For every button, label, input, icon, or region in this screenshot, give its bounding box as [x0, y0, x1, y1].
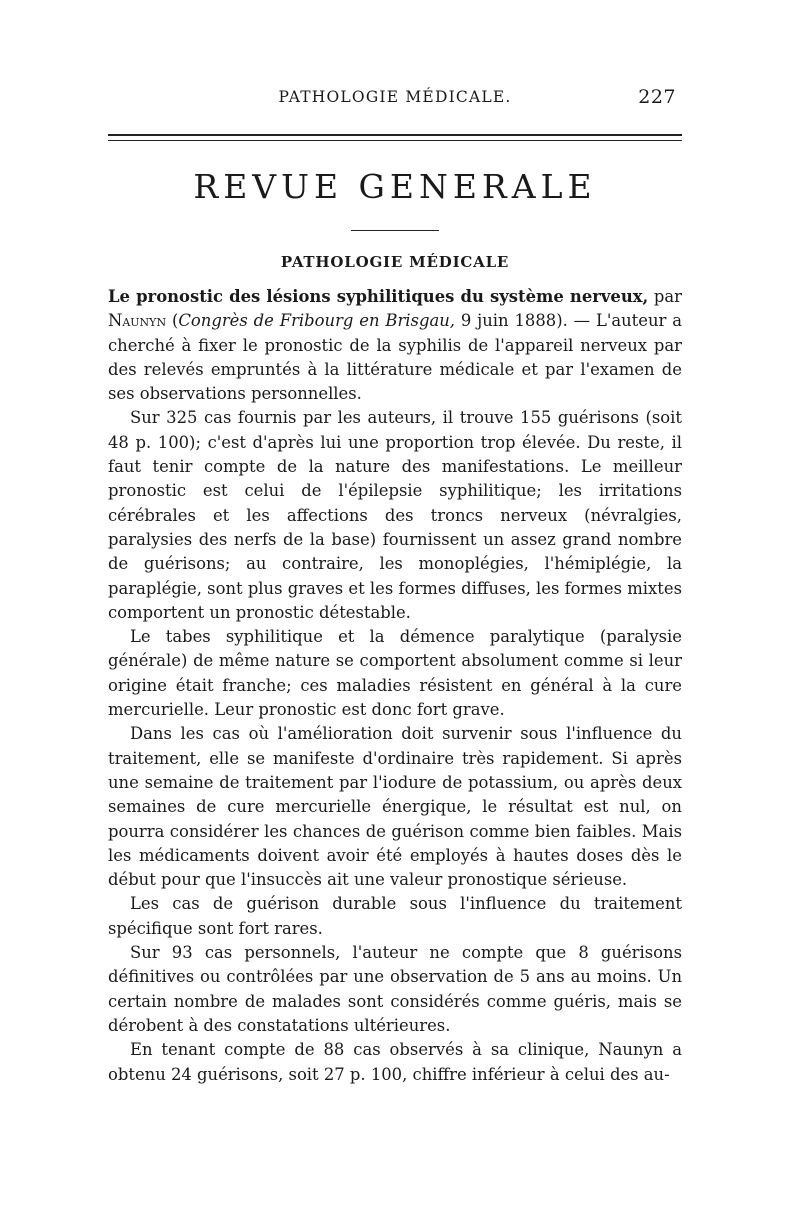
citation-close: 9 juin 1888). — L'auteur a cherché à fixer le pronostic de la syphilis de l'appareil nerveux par des relevés empruntés à la littérature médicale et par l'examen de ses observations personnelles. [108, 311, 682, 404]
page [108, 88, 682, 1087]
running-title: PATHOLOGIE MÉDICALE. [278, 88, 512, 106]
article-body [108, 285, 682, 1087]
subsection-title: PATHOLOGIE MÉDICALE [280, 253, 510, 271]
section-divider [351, 230, 439, 231]
running-head [108, 88, 682, 114]
article-by: par [648, 287, 682, 306]
page-number: 227 [638, 86, 676, 108]
citation-open: ( [166, 311, 179, 331]
article-intro-paragraph [108, 285, 682, 406]
paragraph: Les cas de guérison durable sous l'influence du traitement spécifique sont fort rares. [108, 894, 682, 938]
section-title: REVUE GENERALE [193, 167, 597, 206]
paragraph: Sur 93 cas personnels, l'auteur ne compte que 8 guérisons définitives ou contrôlées par une observation de 5 ans au moins. Un certain nombre de malades sont considérés comme guéris, mais se dérobent à des constatations ultérieures. [108, 943, 682, 1035]
header-double-rule [108, 134, 682, 141]
paragraph: Dans les cas où l'amélioration doit survenir sous l'influence du traitement, elle se manifeste d'ordinaire très rapidement. Si après une semaine de traitement par l'iodure de potassium, ou après deux semaines de cure mercurielle énergique, le résultat est nul, on pourra considérer les chances de guérison comme bien faibles. Mais les médicaments doivent avoir été employés à hautes doses dès le début pour que l'insuccès ait une valeur pronostique sérieuse. [108, 724, 682, 890]
article-citation: Congrès de Fribourg en Brisgau, [178, 311, 455, 331]
paragraph: Le tabes syphilitique et la démence paralytique (paralysie générale) de même nature se comportent absolument comme si leur origine était franche; ces maladies résistent en général à la cure mercurielle. Leur pronostic est donc fort grave. [108, 627, 682, 720]
paragraph: En tenant compte de 88 cas observés à sa clinique, Naunyn a obtenu 24 guérisons, soit 27 p. 100, chiffre inférieur à celui des au- [108, 1040, 682, 1084]
article-title: Le pronostic des lésions syphilitiques du système nerveux, [108, 287, 649, 306]
article-author: Naunyn [108, 311, 167, 331]
paragraph: Sur 325 cas fournis par les auteurs, il trouve 155 guérisons (soit 48 p. 100); c'est d'après lui une proportion trop élevée. Du reste, il faut tenir compte de la nature des manifestations. Le meilleur pronostic est celui de l'épilepsie syphilitique; les irritations cérébrales et les affections des troncs nerveux (névralgies, paralysies des nerfs de la base) fournissent un assez grand nombre de guérisons; au contraire, les monoplégies, l'hémiplégie, la paraplégie, sont plus graves et les formes diffuses, les formes mixtes comportent un pronostic détestable. [108, 408, 682, 622]
